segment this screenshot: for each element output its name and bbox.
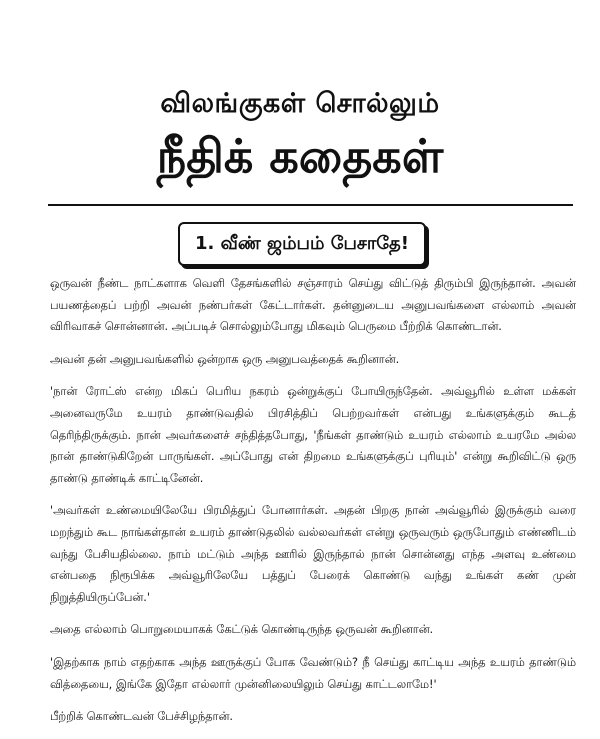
paragraph: 'நான் ரோட்ஸ் என்ற மிகப் பெரிய நகரம் ஒன்றுக்குப் போயிருந்தேன். அவ்வூரில் உள்ள மக்கள் அனைவருமே உயரம் தாண்டுவதில் பிரசித்திப் பெற்றவர்கள் என்பது உங்களுக்கும் கூடத் தெரிந்திருக்கும். நான் அவர்களைச் சந்தித்தபோது, 'நீங்கள் தாண்டும் உயரம் எல்லாம் உயரமே அல்ல நான் தாண்டுகிறேன் பாருங்கள். அப்போது என் திறமை உங்களுக்குப் புரியும்' என்று கூறிவிட்டு ஒரு தாண்டு தாண்டிக் காட்டினேன்.: [50, 385, 576, 485]
book-title-line-2: நீதிக் கதைகள்: [156, 129, 444, 183]
paragraph: பீற்றிக் கொண்டவன் பேச்சிழந்தான்.: [50, 710, 233, 724]
paragraph: அவன் தன் அனுபவங்களில் ஒன்றாக ஒரு அனுபவத்தைக் கூறினான்.: [50, 352, 400, 366]
paragraph: ஒருவன் நீண்ட நாட்களாக வெளி தேசங்களில் சஞ்சாரம் செய்து விட்டுத் திரும்பி இருந்தான். அவன் பயணத்தைப் பற்றி அவன் நண்பர்கள் கேட்டார்கள். தன்னுடைய அனுபவங்களை எல்லாம் அவன் விரிவாகச் சொன்னான். அப்படிச் சொல்லும்போது மிகவும் பெருமை பீற்றிக் கொண்டான்.: [50, 277, 576, 334]
story-body: [50, 273, 576, 739]
book-title-line-1: விலங்குகள் சொல்லும்: [160, 88, 440, 119]
paragraph: அதை எல்லாம் பொறுமையாகக் கேட்டுக் கொண்டிருந்த ஒருவன் கூறினான்.: [50, 623, 434, 637]
paragraph: 'இதற்காக நாம் எதற்காக அந்த ஊருக்குப் போக வேண்டும்? நீ செய்து காட்டிய அந்த உயரம் தாண்டும் வித்தையை, இங்கே இதோ எல்லார் முன்னிலையிலும் செய்து காட்டலாமே!': [50, 655, 576, 691]
chapter-title: 1. வீண் ஜம்பம் பேசாதே!: [195, 232, 409, 254]
title-divider: [48, 204, 573, 206]
chapter-title-box: [178, 222, 426, 266]
paragraph: 'அவர்கள் உண்மையிலேயே பிரமித்துப் போனார்கள். அதன் பிறகு நான் அவ்வூரில் இருக்கும் வரை மறந்தும் கூட நாங்கள்தான் உயரம் தாண்டுதலில் வல்லவர்கள் என்று ஒருவரும் ஒருபோதும் எண்ணிடம் வந்து பேசியதில்லை. நாம் மட்டும் அந்த ஊரில் இருந்தால் நான் சொன்னது எந்த அளவு உண்மை என்பதை நிரூபிக்க அவ்வூரிலேயே பத்துப் பேரைக் கொண்டு வந்து உங்கள் கண் முன் நிறுத்தியிருப்பேன்.': [50, 504, 576, 604]
